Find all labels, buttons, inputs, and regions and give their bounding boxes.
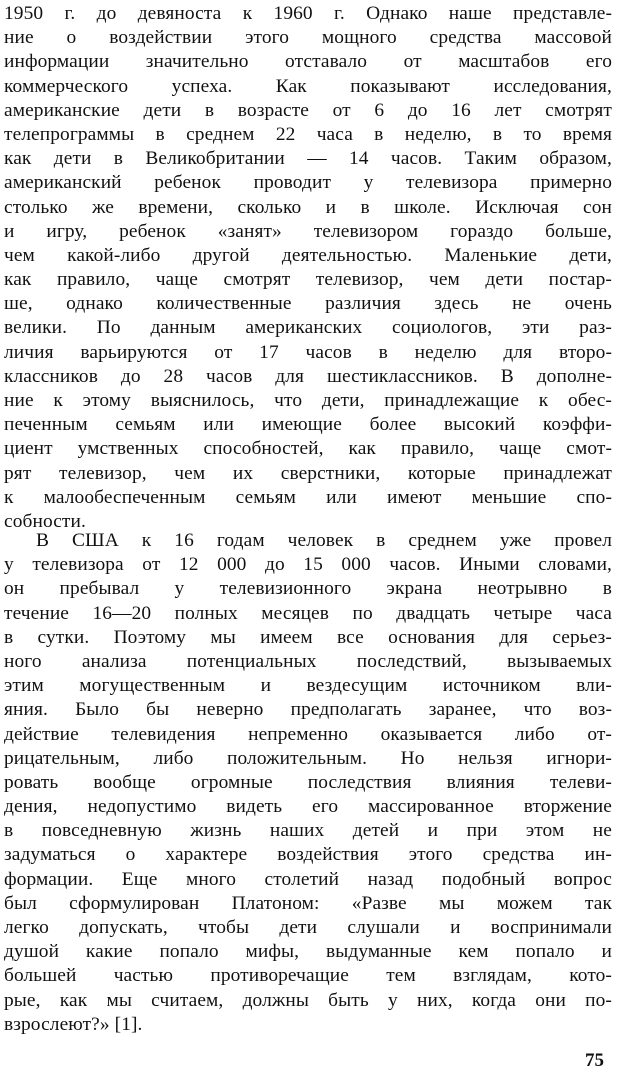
text-line: собности.: [4, 510, 86, 532]
paragraph-2: [4, 529, 612, 1037]
text-line: дения, недопустимо видеть его массированное вторжение: [4, 796, 612, 818]
text-line: рые, как мы считаем, должны быть у них, когда они по-: [4, 989, 612, 1011]
text-line: к малообеспеченным семьям или имеют меньшие спо-: [4, 486, 612, 508]
text-line: печенным семьям или имеющие более высокий коэффи-: [4, 414, 612, 436]
text-line: легко допускать, чтобы дети слушали и воспринимали: [4, 917, 612, 938]
text-line: информации значительно отставало от масштабов его: [4, 51, 612, 73]
text-line: и игру, ребенок «занят» телевизором гораздо больше,: [4, 220, 612, 242]
text-line: как дети в Великобритании — 14 часов. Таким образом,: [4, 148, 612, 170]
text-line: чем какой-либо другой деятельностью. Маленькие дети,: [4, 244, 612, 266]
text-line: формации. Еще много столетий назад подобный вопрос: [4, 868, 612, 890]
text-line: как правило, чаще смотрят телевизор, чем дети постар-: [4, 269, 612, 291]
text-line: рицательным, либо положительным. Но нельзя игнори-: [4, 747, 612, 769]
text-line: задуматься о характере воздействия этого средства ин-: [4, 844, 612, 866]
text-line: рят телевизор, чем их сверстники, которые принадлежат: [4, 462, 612, 484]
text-line: этим могущественным и вездесущим источником вли-: [4, 675, 612, 697]
text-line: у телевизора от 12 000 до 15 000 часов. Иными словами,: [4, 554, 612, 576]
text-line: американский ребенок проводит у телевизора примерно: [4, 172, 612, 194]
text-line: В США к 16 годам человек в среднем уже провел: [36, 530, 612, 551]
text-line: ние к этому выяснилось, что дети, принадлежащие к обес-: [4, 390, 612, 411]
text-line: большей частью противоречащие тем взглядам, кото-: [4, 965, 612, 987]
text-line: личия варьируются от 17 часов в неделю для второ-: [4, 341, 612, 363]
text-line: классников до 28 часов для шестиклассников. В дополне-: [4, 365, 612, 387]
text-line: ше, однако количественные различия здесь не очень: [4, 293, 612, 315]
text-line: в повседневную жизнь наших детей и при этом не: [4, 820, 612, 842]
text-line: ние о воздействии этого мощного средства массовой: [4, 27, 612, 49]
page-number: 75: [585, 1050, 604, 1071]
text-line: телепрограммы в среднем 22 часа в неделю, в то время: [4, 123, 612, 145]
text-line: велики. По данным американских социологов, эти раз-: [4, 317, 612, 339]
text-line: ровать вообще огромные последствия влияния телеви-: [4, 771, 612, 793]
text-line: циент умственных способностей, как правило, чаще смот-: [4, 438, 612, 460]
text-line: действие телевидения непременно оказывается либо от-: [4, 723, 612, 745]
text-line: коммерческого успеха. Как показывают исследования,: [4, 75, 612, 97]
paragraph-1: [4, 2, 612, 534]
text-line: течение 16—20 полных месяцев по двадцать четыре часа: [4, 602, 612, 624]
text-line: он пребывал у телевизионного экрана неотрывно в: [4, 578, 612, 600]
text-line: был сформулирован Платоном: «Разве мы можем так: [4, 892, 612, 914]
text-line: ного анализа потенциальных последствий, вызываемых: [4, 650, 612, 672]
text-line: 1950 г. до девяноста к 1960 г. Однако наше представле-: [4, 3, 612, 24]
text-line: в сутки. Поэтому мы имеем все основания для серьез-: [4, 626, 612, 648]
text-line: американские дети в возрасте от 6 до 16 лет смотрят: [4, 99, 612, 121]
text-line: столько же времени, сколько и в школе. Исключая сон: [4, 196, 612, 218]
text-line: яния. Было бы неверно предполагать заранее, что воз-: [4, 699, 612, 721]
text-line: взрослеют?» [1].: [4, 1013, 143, 1035]
text-line: душой какие попало мифы, выдуманные кем попало и: [4, 941, 612, 963]
